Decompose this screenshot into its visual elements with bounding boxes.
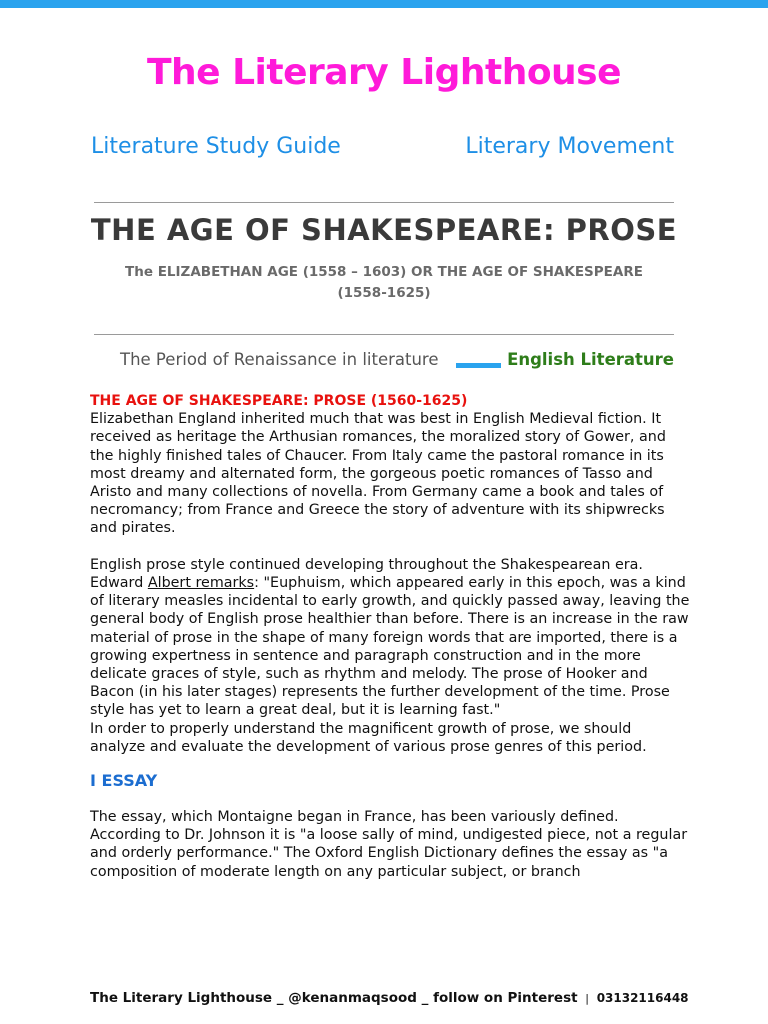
subtitle-study-guide: Literature Study Guide: [91, 134, 341, 159]
paragraph-gap: [90, 538, 690, 556]
paragraph-gap: [90, 756, 690, 770]
top-accent-bar: [0, 0, 768, 8]
paragraph-1: Elizabethan England inherited much that was best in English Medieval fiction. It received as heritage the Arthusian romances, the moralized story of Gower, and the highly finished tales of Chaucer. From Italy came the pastoral romance in its most dreamy and alternated form, the gorgeous poetic romances of Tasso and Aristo and many collections of novella. From Germany came a book and tales of necromancy; from France and Greece the story of adventure with its shipwrecks and pirates.: [90, 411, 666, 537]
period-accent-bar: [456, 363, 501, 368]
site-title: The Literary Lighthouse: [146, 52, 622, 93]
subtitle-literary-movement: Literary Movement: [465, 134, 674, 159]
paragraph-2-intro: English prose style continued developing throughout the Shakespearean era. Edward: [90, 556, 643, 592]
page-subtitle: The ELIZABETHAN AGE (1558 – 1603) OR THE AGE OF SHAKESPEARE (1558-1625): [125, 264, 643, 301]
divider-bottom: [94, 334, 674, 335]
section-title: THE AGE OF SHAKESPEARE: PROSE (1560-1625): [90, 393, 468, 409]
period-label: The Period of Renaissance in literature: [120, 350, 439, 369]
essay-heading: I ESSAY: [90, 771, 158, 791]
divider-top: [94, 202, 674, 203]
footer: [90, 990, 689, 1006]
page-title: THE AGE OF SHAKESPEARE: PROSE: [90, 213, 678, 247]
footer-phone: 03132116448: [596, 991, 689, 1005]
paragraph-gap: [90, 792, 690, 808]
paragraph-2: [90, 556, 690, 720]
footer-separator: |: [585, 992, 589, 1005]
paragraph-2-quote: : "Euphuism, which appeared early in this epoch, was a kind of literary measles incidental to early growth, and quickly passed away, leaving the general body of English prose healthier than before. There is an increase in the raw material of prose in the shape of many foreign words that are imported, there is a growing expertness in sentence and paragraph construction and in the more delicate graces of style, such as rhythm and melody. The prose of Hooker and Bacon (in his later stages) represents the further development of the time. Prose style has yet to learn a great deal, but it is learning fast.": [90, 575, 690, 719]
article-body: [90, 392, 690, 881]
paragraph-3: In order to properly understand the magnificent growth of prose, we should analyze and evaluate the development of various prose genres of this period.: [90, 720, 647, 755]
footer-text: The Literary Lighthouse _ @kenanmaqsood _ follow on Pinterest: [90, 990, 578, 1006]
paragraph-4: The essay, which Montaigne began in France, has been variously defined. According to Dr. Johnson it is "a loose sally of mind, undigested piece, not a regular and orderly performance." The Oxford English Dictionary defines the essay as "a composition of moderate length on any particular subject, or branch: [90, 809, 688, 880]
albert-remarks-link[interactable]: Albert remarks: [147, 575, 255, 592]
category-label: English Literature: [507, 350, 674, 369]
